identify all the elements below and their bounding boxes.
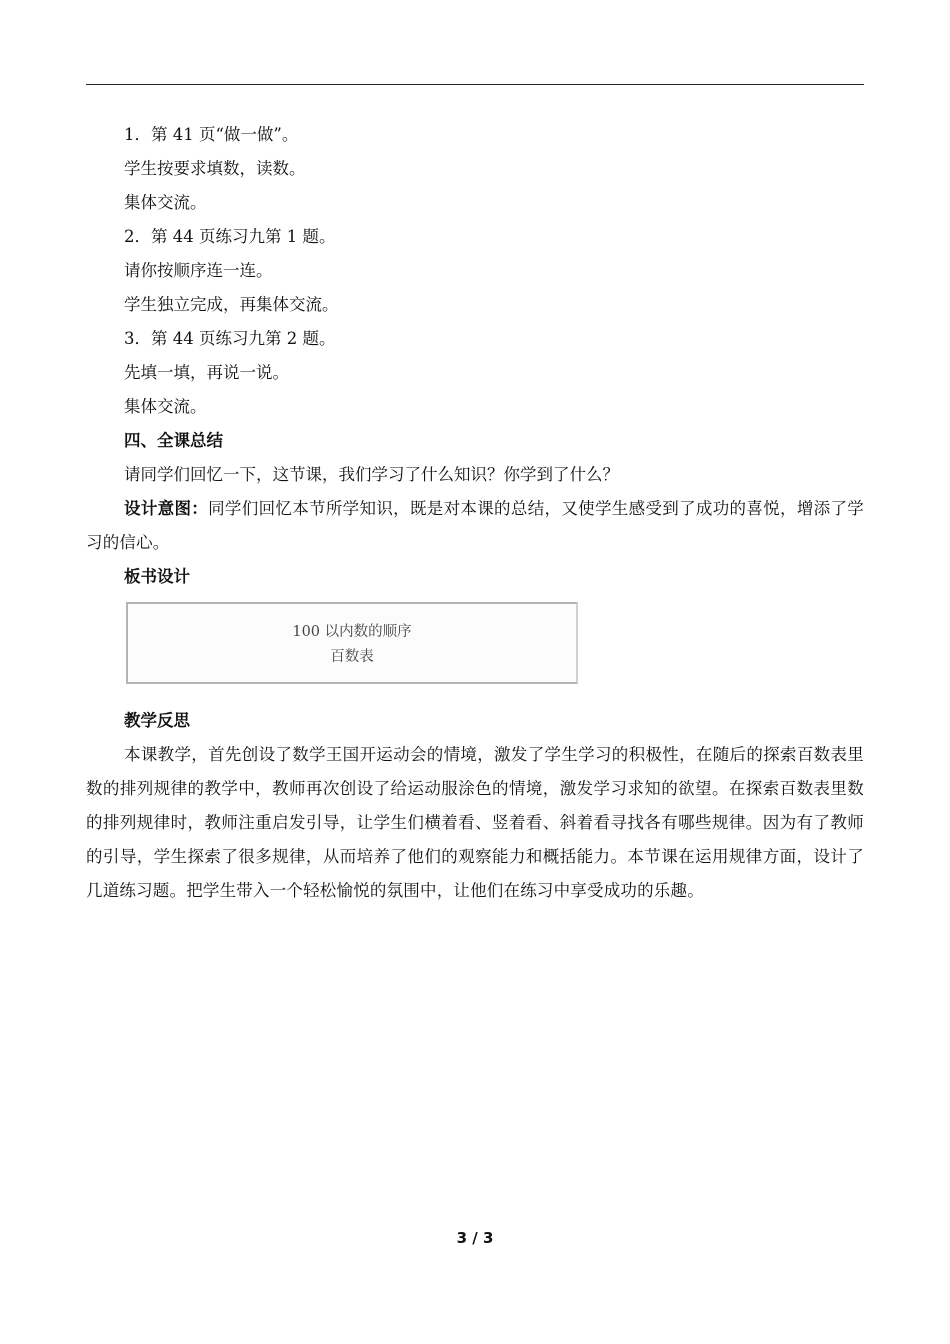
exercise-2-exchange: 学生独立完成，再集体交流。: [124, 295, 339, 314]
exercise-2-step: 请你按顺序连一连。: [124, 261, 273, 280]
board-design-heading: 板书设计: [124, 567, 190, 586]
summary-heading: 四、全课总结: [124, 431, 223, 450]
exercise-2-title: 2．第 44 页练习九第 1 题。: [124, 227, 336, 246]
exercise-1-title: 1．第 41 页“做一做”。: [124, 125, 299, 144]
board-line-subtitle: 百数表: [330, 649, 374, 665]
exercise-3-step: 先填一填，再说一说。: [124, 363, 289, 382]
exercise-1-exchange: 集体交流。: [124, 193, 207, 212]
board-design-image: [126, 602, 578, 684]
exercise-3-exchange: 集体交流。: [124, 397, 207, 416]
exercise-1-step: 学生按要求填数，读数。: [124, 159, 306, 178]
header-rule: [86, 84, 864, 85]
summary-question: 请同学们回忆一下，这节课，我们学习了什么知识？你学到了什么？: [124, 465, 619, 484]
board-line-title: 100 以内数的顺序: [292, 624, 412, 640]
reflection-heading: 教学反思: [124, 711, 190, 730]
reflection-text: 本课教学，首先创设了数学王国开运动会的情境，激发了学生学习的积极性，在随后的探索百数表里数的排列规律的教学中，教师再次创设了给运动服涂色的情境，激发学习求知的欲望。在探索百数表里数的排列规律时，教师注重启发引导，让学生们横着看、竖着看、斜着看寻找各有哪些规律。因为有了教师的引导，学生探索了很多规律，从而培养了他们的观察能力和概括能力。本节课在运用规律方面，设计了几道练习题。把学生带入一个轻松愉悦的氛围中，让他们在练习中享受成功的乐趣。: [86, 745, 864, 900]
design-intent: [86, 492, 864, 560]
design-intent-text: 同学们回忆本节所学知识，既是对本课的总结，又使学生感受到了成功的喜悦，增添了学习的信心。: [86, 499, 864, 552]
design-intent-label: 设计意图：: [124, 499, 209, 518]
page-number: 3 / 3: [456, 1229, 494, 1247]
document-body: [86, 118, 864, 908]
exercise-3-title: 3．第 44 页练习九第 2 题。: [124, 329, 336, 348]
